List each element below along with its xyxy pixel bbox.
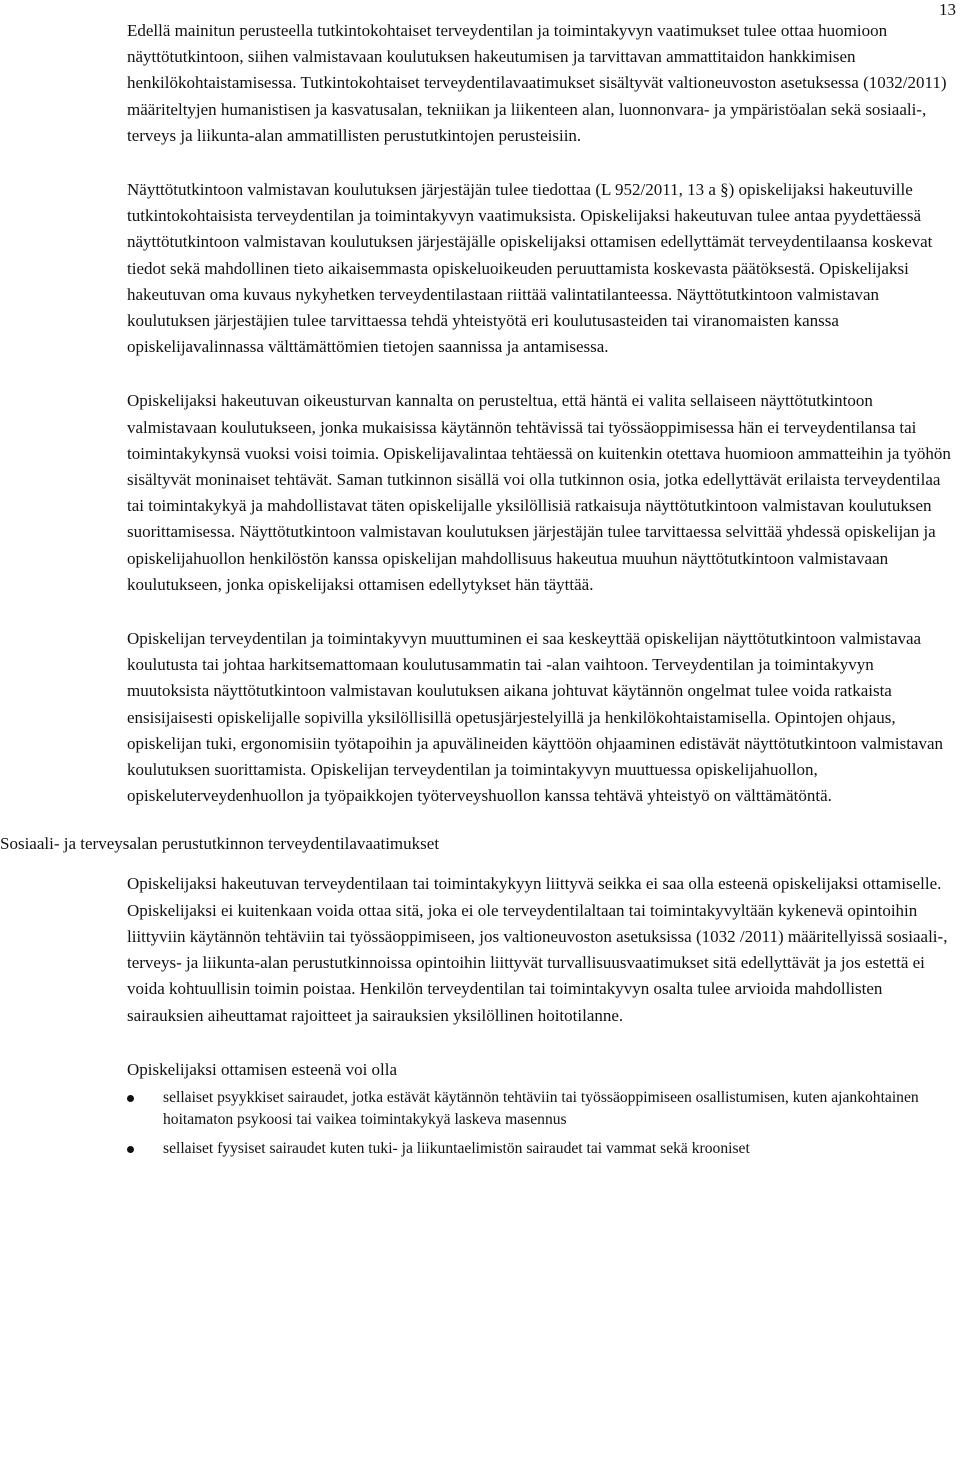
list-item bbox=[127, 1138, 953, 1161]
paragraph-social-health-requirements: Opiskelijaksi hakeutuvan terveydentilaan tai toimintakykyyn liittyvä seikka ei saa olla esteenä opiskelijaksi ottamiselle. Opiskelijaksi ei kuitenkaan voida ottaa sitä, joka ei ole terveydentilaltaan tai toimintakyvyltään kykenevä opintoihin liittyviin käytännön tehtäviin tai työssäoppimiseen, jos valtioneuvoston asetuksissa (1032 /2011) määritellyissä sosiaali-, terveys- ja liikunta-alan perustutkinnoissa opintoihin liittyvät turvallisuusvaatimukset sitä edellyttävät ja jos estettä ei voida kohtuullisin toimin poistaa. Henkilön terveydentilan tai toimintakyvyn osalta tulee arvioida mahdollisten sairauksien aiheuttamat rajoitteet ja sairauksien yksilöllinen hoitotilanne. bbox=[127, 874, 948, 1025]
bullet-icon bbox=[127, 1146, 134, 1153]
section-heading: Sosiaali- ja terveysalan perustutkinnon terveydentilavaatimukset bbox=[0, 834, 440, 854]
paragraph-legal-protection: Opiskelijaksi hakeutuvan oikeusturvan kannalta on perusteltua, että häntä ei valita sellaiseen näyttötutkintoon valmistavaan koulutukseen, jonka mukaisissa käytännön tehtävissä tai työssäoppimisessa hän ei terveydentilansa tai toimintakykynsä vuoksi voisi toimia. Opiskelijavalintaa tehtäessä on kuitenkin otettava huomioon ammatteihin ja työhön sisältyvät moninaiset tehtävät. Saman tutkinnon sisällä voi olla tutkinnon osia, jotka edellyttävät erilaista terveydentilaa tai toimintakykyä ja mahdollistavat täten opiskelijalle yksilöllisiä ratkaisuja näyttötutkintoon valmistavan koulutuksen suorittamisessa. Näyttötutkintoon valmistavan koulutuksen järjestäjän tulee tarvittaessa selvittää yhdessä opiskelijan ja opiskelijahuollon henkilöstön kanssa opiskelijan mahdollisuus hakeutua muuhun näyttötutkintoon valmistavaan koulutukseen, jonka opiskelijaksi ottamisen edellytykset hän täyttää. bbox=[127, 391, 951, 594]
paragraph-provider-information-duty: Näyttötutkintoon valmistavan koulutuksen järjestäjän tulee tiedottaa (L 952/2011, 13 a §) opiskelijaksi hakeutuville tutkintokohtaisista terveydentilan ja toimintakyvyn vaatimuksista. Opiskelijaksi hakeutuvan tulee antaa pyydettäessä näyttötutkintoon valmistavan koulutuksen järjestäjälle opiskelijaksi ottamisen edellyttämät terveydentilaansa koskevat tiedot sekä mahdollinen tieto aikaisemmasta opiskeluoikeuden peruuttamista koskevasta päätöksestä. Opiskelijaksi hakeutuvan oma kuvaus nykyhetken terveydentilastaan riittää valintatilanteessa. Näyttötutkintoon valmistavan koulutuksen järjestäjien tulee tarvittaessa tehdä yhteistyötä eri koulutusasteiden tai viranomaisten kanssa opiskelijavalinnassa välttämättömien tietojen saannissa ja antamisessa. bbox=[127, 180, 933, 357]
document-body bbox=[0, 18, 953, 1166]
list-item-text: sellaiset psyykkiset sairaudet, jotka estävät käytännön tehtäviin tai työssäoppimiseen osallistumisen, kuten ajankohtainen hoitamaton psykoosi tai vaikea toimintakykyä laskeva masennus bbox=[163, 1088, 919, 1129]
list-intro: Opiskelijaksi ottamisen esteenä voi olla bbox=[127, 1059, 398, 1079]
list-item-text: sellaiset fyysiset sairaudet kuten tuki- ja liikuntaelimistön sairaudet tai vammat sekä krooniset bbox=[163, 1139, 750, 1157]
list-item bbox=[127, 1087, 953, 1132]
obstacle-list bbox=[127, 1087, 953, 1161]
bullet-icon bbox=[127, 1095, 134, 1102]
page-number: 13 bbox=[939, 0, 956, 19]
paragraph-health-requirements-basis: Edellä mainitun perusteella tutkintokohtaiset terveydentilan ja toimintakyvyn vaatimukset tulee ottaa huomioon näyttötutkintoon, siihen valmistavaan koulutuksen hakeutumisen ja tarvittavan ammattitaidon hankkimisen henkilökohtaistamisessa. Tutkintokohtaiset terveydentilavaatimukset sisältyvät valtioneuvoston asetuksessa (1032/2011) määriteltyjen humanistisen ja kasvatusalan, tekniikan ja liikenteen alan, luonnonvara- ja ympäristöalan sekä sosiaali-, terveys ja liikunta-alan ammatillisten perustutkintojen perusteisiin. bbox=[127, 21, 947, 145]
paragraph-health-changes: Opiskelijan terveydentilan ja toimintakyvyn muuttuminen ei saa keskeyttää opiskelijan näyttötutkintoon valmistavaa koulutusta tai johtaa harkitsemattomaan koulutusammatin tai -alan vaihtoon. Terveydentilan ja toimintakyvyn muutoksista näyttötutkintoon valmistavan koulutuksen aikana johtuvat käytännön ongelmat tulee voida ratkaista ensisijaisesti opiskelijalle sopivilla yksilöllisillä opetusjärjestelyillä ja henkilökohtaistamisella. Opintojen ohjaus, opiskelijan tuki, ergonomisiin työtapoihin ja apuvälineiden käyttöön ohjaaminen edistävät näyttötutkintoon valmistavan koulutuksen suorittamista. Opiskelijan terveydentilan ja toimintakyvyn muuttuessa opiskelijahuollon, opiskeluterveydenhuollon ja työpaikkojen työterveyshuollon kanssa tehtävä yhteistyö on välttämätöntä. bbox=[127, 629, 944, 806]
